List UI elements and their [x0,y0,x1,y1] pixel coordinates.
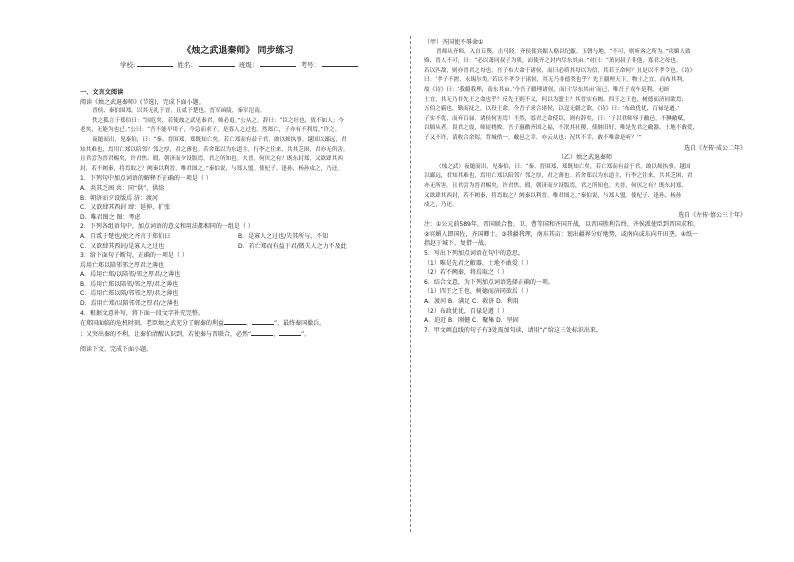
school-blank[interactable] [137,60,173,67]
passage-b-line: 戍之，乃还。 [424,202,458,209]
passage-b-line: 又欲肆其西封，若不阙秦，将焉取之？阙秦以利晋，唯君图之。”秦伯说，与郑人盟。使杞子、逢孙、杨孙 [424,192,682,199]
q5-item-1[interactable]: （1）唯是先君之敝器、土地不敢爱（ ） [424,259,532,267]
passage-line: 晋侯、秦伯围郑，以其无礼于晋，且贰于楚也。晋军函陵，秦军氾南。 [92,108,266,115]
passage-line: 老矣，无能为也已。”公曰：“吾不能早用子，今急而求子，是寡人之过也。然郑亡，子亦有不利焉。”许之。 [80,127,341,134]
passage-b-line: （烛之武）夜缒而出，见秦伯，曰：“秦、晋围郑，郑既知亡矣。若亡郑而有益于君，敢以烦执事。越国 [436,163,691,170]
q1-option-b[interactable]: B．朝济而夕设版焉 济：渡河 [80,194,159,202]
q3-option-b[interactable]: B．焉用亡郑以陪邻/邻之厚/君之薄也 [80,280,179,288]
passage-a-line: 赂，晋人不可，曰：“必以萧同叔子为质，而使齐之封内尽东其亩。”对曰：“萧同叔子非他，寡君之母也。 [424,58,682,65]
q3-option-d[interactable]: D．焉用亡郑/以陪邻邻之厚君/之薄也 [80,300,179,308]
q4-text-a: 在郑国面临的危机时刻，老臣烛之武充分了解秦的利益 [80,320,225,328]
exam-label: 考号： [300,61,320,69]
q4-text-2: ；又突出秦的不利，让秦伯清醒认识到，若使秦与晋联合，必然“ ， ”。 [80,330,311,338]
student-info-line [90,60,390,69]
q3-option-a[interactable]: A．焉用亡郑/以陪邻/邻之厚君/之薄也 [80,271,181,279]
question-2: 2．下列各组语句中，加点词语的意义和用法都相同的一组是（ ） [80,223,254,231]
question-6: 6．结合文意，为下列加点词语选择正确的一项。 [424,278,554,286]
q2-option-c[interactable]: C．又欲肆其西封/是寡人之过也 [80,242,165,250]
class-blank[interactable] [260,60,296,67]
question-4: 4．根据文意补写，将下面一段文字补充完整。 [80,309,204,317]
passage-a-line: 以犒从者。畏君之震，师徒桡败。吾子惠徼齐国之福，不泯其社稷，使继旧好，唯是先君之敝器、土地不敢爱， [424,125,699,132]
q6-options-1[interactable]: A．渡河 B．满足 C．救济 D．利用 [424,298,519,306]
passage-text [80,107,396,174]
q2-option-a[interactable]: A．且贰于楚也/使之齐言于郑伯曰 [80,232,171,240]
name-blank[interactable] [199,60,235,67]
q1-option-a[interactable]: A．共其乏困 共：同“供”，供给 [80,184,165,192]
q4-text-c: ”，最终秦国撤兵。 [274,320,326,328]
class-label: 班级： [238,61,259,69]
passage-a-line: 若以匹敌，则亦晋君之母也。吾子布大命于诸侯，而曰必质其母以为信，其若王命何？且是以不孝令也。《诗》 [424,67,696,74]
reading-outro: 阅读下文，完成下面小题。 [80,346,153,354]
q4-text-b: ；又突出秦的不利，让秦伯清醒认识到，若使秦与晋联合，必然“ [80,330,252,338]
right-column [424,38,746,335]
page-title: 《烛之武退秦师》 同步练习 [182,46,294,56]
q3-sentence: 焉用亡郑以陪邻邻之厚君之薄也 [80,261,165,269]
q4-end: ”。 [301,330,311,338]
passage-a-line: 五伯之霸也，勤而抚之，以役王命。今吾子求合诸侯，以逞无疆之欲。《诗》曰：‘布政优优，百禄是遒。’ [424,106,680,113]
question-7: 7．甲文画直线的句子有3处需加句读，请用“/”给这三处标识出来。 [424,326,602,334]
q6-item-2: （2）布政优优，百禄是遒（ ） [424,307,508,315]
source-b: 选自《左传·僖公三十年》 [678,211,746,219]
q6-item-1: （1）四王之王也，树德而济同欲焉（ ） [424,288,532,296]
name-label: 姓名： [177,61,197,69]
passage-line: 封，若不阙秦，将焉取之？阙秦以利晋，唯君图之。”秦伯说，与郑人盟。使杞子、逢孙、杨孙戍之，乃还。 [80,165,343,172]
answer-blank[interactable] [279,329,301,336]
q5-item-2[interactable]: （2）若不阙秦，将焉取之（ ） [424,269,508,277]
passage-a-line: 晋师从齐师，入自丘舆，击马陉。齐侯使宾媚人赂以纪甗、玉磬与地。“不可，则听客之所为。”宾媚人致 [436,48,691,55]
q1-option-c[interactable]: C．又欲肆其西封 肆：延伸、扩张 [80,204,171,212]
question-3: 3．给下面句子断句，正确的一项是（ ） [80,252,188,260]
note-line: 指赵于城下，复借一战。 [424,240,491,248]
passage-a-line: 土宜，其无乃非先王之命也乎？反先王则不义，何以为盟主？其晋实有阙。四王之王也，树德而济同欲焉； [424,96,687,103]
passage-a-line: 故《诗》曰：‘我疆我理，南东其亩。’今吾子疆理诸侯，而曰‘尽东其亩’而已，唯吾子戎车是利，无顾 [424,86,669,93]
q3-option-c[interactable]: C．焉用亡郑以陪/邻邻之厚/君之薄也 [80,290,179,298]
passage-line: 佚之狐言于郑伯曰：“国危矣，若使烛之武见秦君，师必退。”公从之。辞曰：“臣之壮也，犹不如人；今 [92,117,344,124]
passage-a-title: （甲）齐国使不辱命① [424,39,484,46]
exam-blank[interactable] [322,60,358,67]
note-line: 注：①公元前589年，晋国联合鲁、卫、曹等国和齐国开战，以晋国胜利告终，齐侯派使臣到晋国求和。 [424,221,699,229]
source-a: 选自《左传·成公二年》 [684,144,746,152]
question-5: 5．写出下列加点词语在句中的意思。 [424,250,524,258]
answer-blank[interactable] [251,329,273,336]
left-column [80,88,396,355]
q2-option-row [80,232,396,242]
school-label: 学校: [120,61,136,69]
section-heading: 一、文言文阅读 [80,89,124,96]
passage-a-line: 子实不优，而弃百禄，诸侯何害焉！不然，寡君之命使臣，则有辞矣，曰：‘子以君师辱于敝邑，不腆敝赋， [424,115,689,122]
q2-option-row [80,242,396,252]
q2-option-b[interactable]: B．是寡人之过也/失其所与，不知 [238,232,329,240]
question-1: 1．下列句中加点词语的解释不正确的一项是（ ） [80,175,212,183]
passage-a-line: 子又不许，请收合余烬，背城借一。敝邑之幸，亦云从也；况其不幸，敢不唯命是听？’” [424,134,642,141]
q2-option-d[interactable]: D．若亡郑而有益于君/微夫人之力不及此 [238,242,347,250]
passage-line: 夜缒而出，见秦伯，曰：“秦、晋围郑，郑既知亡矣。若亡郑而有益于君，敢以烦执事。越国以鄙远，君 [92,136,347,143]
answer-blank[interactable] [224,318,246,325]
column-divider [410,36,411,532]
q6-options-2[interactable]: A．迫近 B．刚健 C．聚集 D．坚固 [424,317,519,325]
passage-b-line: 亦无所害。且君尝为晋君赐矣，许君焦、瑕，朝济而夕设版焉，君之所知也。夫晋，何厌之有？既东封郑， [424,182,687,189]
q1-option-d[interactable]: D．唯君图之 图：考虑 [80,213,141,221]
reading-intro: 阅读《烛之武退秦师》(节选)，完成下面小题。 [80,98,205,106]
answer-blank[interactable] [252,318,274,325]
note-line: ②宾媚人即国佐，齐国卿士。③我疆我理，南东其亩：划出疆界分好地势，或南向或东向开田垄。④纸一 [424,230,699,238]
passage-a-line: 曰：‘孝子不匮，永锡尔类。’若以不孝令于诸侯，其无乃非德类也乎？先王疆理天下，物土之宜，而布其利， [424,77,688,84]
passage-line: 知其难也，焉用亡郑以陪邻？邻之厚，君之薄也。若舍郑以为东道主，行李之往来，共其乏困，君亦无所害。 [80,146,349,153]
q4-text: 在郑国面临的危机时刻，老臣烛之武充分了解秦的利益 ， ”，最终秦国撤兵。 [80,320,326,328]
passage-line: 且君尝为晋君赐矣，许君焦、瑕，朝济而夕设版焉，君之所知也。夫晋，何厌之有？既东封郑，又欲肆其西 [80,156,343,163]
passage-b-title: （乙）烛之武退秦师 [557,154,612,162]
passage-b-line: 以鄙远，君知其难也，焉用亡郑以陪邻？邻之厚，君之薄也。若舍郑以为东道主，行李之往来，共其乏困，君 [424,173,693,180]
